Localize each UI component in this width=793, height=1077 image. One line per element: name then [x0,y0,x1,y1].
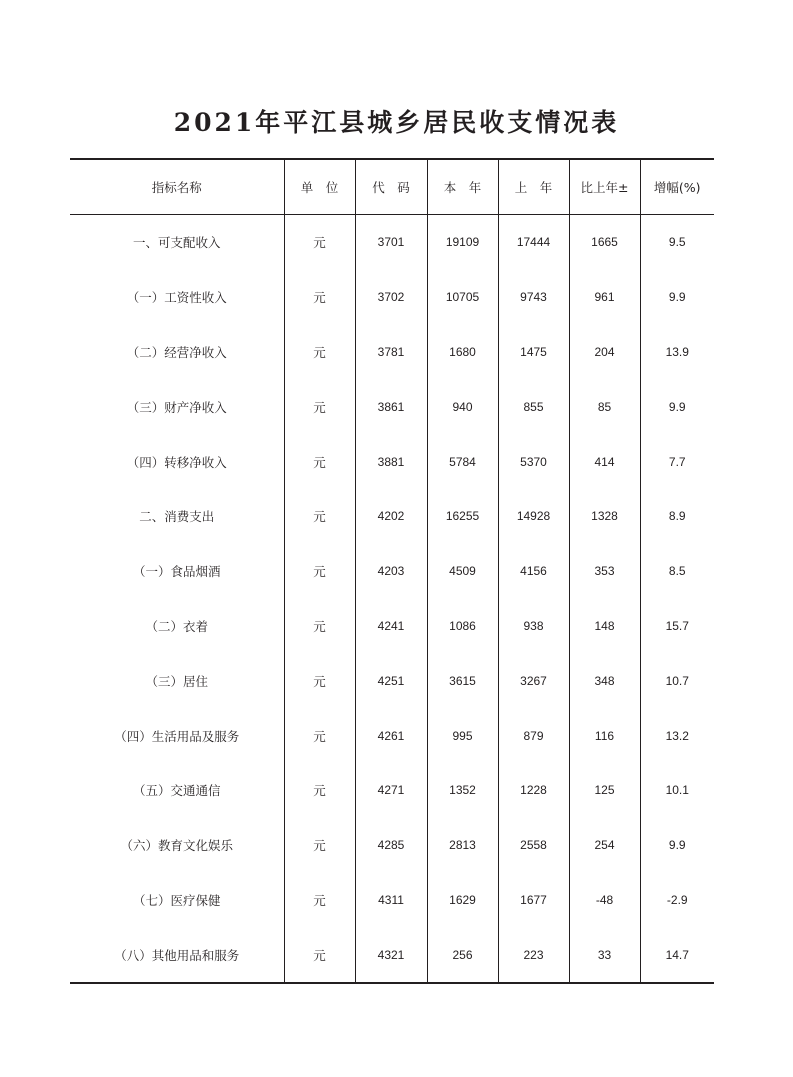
cell-code: 4271 [355,763,427,818]
income-expenditure-table [70,158,714,984]
cell-previous-year: 17444 [498,215,569,270]
cell-growth: 13.2 [640,708,714,763]
cell-current-year: 16255 [427,489,498,544]
cell-name: （二）衣着 [145,618,208,634]
cell-code: 4203 [355,544,427,599]
cell-name: （五）交通通信 [132,783,221,799]
cell-previous-year: 2558 [498,818,569,873]
cell-code: 3702 [355,270,427,325]
cell-change: 148 [569,599,640,654]
header-change: 比上年± [569,159,640,215]
header-previous-year: 上 年 [498,159,569,215]
cell-name: （八）其他用品和服务 [114,947,240,963]
table-row [70,215,714,270]
cell-growth: 10.1 [640,763,714,818]
cell-unit: 元 [284,489,355,544]
cell-change: -48 [569,873,640,928]
table-row [70,818,714,873]
table-row [70,270,714,325]
cell-unit: 元 [284,379,355,434]
cell-name: （三）财产净收入 [126,399,227,415]
cell-unit: 元 [284,763,355,818]
cell-code: 3781 [355,325,427,380]
cell-current-year: 10705 [427,270,498,325]
cell-change: 1328 [569,489,640,544]
cell-previous-year: 1677 [498,873,569,928]
cell-change: 1665 [569,215,640,270]
cell-change: 204 [569,325,640,380]
cell-unit: 元 [284,215,355,270]
cell-code: 4241 [355,599,427,654]
table-row [70,763,714,818]
cell-previous-year: 3267 [498,653,569,708]
cell-growth: 8.5 [640,544,714,599]
cell-current-year: 2813 [427,818,498,873]
cell-previous-year: 223 [498,927,569,983]
cell-previous-year: 879 [498,708,569,763]
table-row [70,599,714,654]
cell-change: 33 [569,927,640,983]
table-row [70,489,714,544]
cell-current-year: 1086 [427,599,498,654]
header-unit: 单 位 [284,159,355,215]
cell-code: 4285 [355,818,427,873]
cell-growth: 9.9 [640,270,714,325]
cell-change: 116 [569,708,640,763]
header-current-year: 本 年 [427,159,498,215]
cell-unit: 元 [284,544,355,599]
cell-growth: 15.7 [640,599,714,654]
cell-current-year: 1680 [427,325,498,380]
cell-code: 3861 [355,379,427,434]
cell-unit: 元 [284,927,355,983]
cell-previous-year: 9743 [498,270,569,325]
cell-previous-year: 14928 [498,489,569,544]
header-code: 代 码 [355,159,427,215]
cell-code: 4261 [355,708,427,763]
cell-name: （四）生活用品及服务 [114,728,240,744]
cell-growth: 9.9 [640,379,714,434]
cell-name: （四）转移净收入 [126,454,227,470]
cell-previous-year: 1475 [498,325,569,380]
table-row [70,544,714,599]
cell-code: 4202 [355,489,427,544]
cell-name: （二）经营净收入 [126,344,227,360]
cell-name: （一）工资性收入 [126,290,227,306]
cell-change: 85 [569,379,640,434]
cell-current-year: 1629 [427,873,498,928]
cell-current-year: 256 [427,927,498,983]
cell-current-year: 19109 [427,215,498,270]
cell-previous-year: 1228 [498,763,569,818]
cell-change: 125 [569,763,640,818]
cell-unit: 元 [284,818,355,873]
cell-current-year: 940 [427,379,498,434]
cell-previous-year: 938 [498,599,569,654]
cell-unit: 元 [284,599,355,654]
cell-name: （一）食品烟酒 [132,564,221,580]
table-row [70,653,714,708]
cell-name: （六）教育文化娱乐 [120,838,233,854]
cell-growth: -2.9 [640,873,714,928]
cell-previous-year: 5370 [498,434,569,489]
cell-code: 4321 [355,927,427,983]
cell-current-year: 4509 [427,544,498,599]
cell-growth: 14.7 [640,927,714,983]
table-row [70,927,714,983]
cell-current-year: 3615 [427,653,498,708]
cell-change: 414 [569,434,640,489]
cell-code: 3881 [355,434,427,489]
cell-name: （七）医疗保健 [132,892,221,908]
cell-code: 4251 [355,653,427,708]
table-row [70,379,714,434]
cell-unit: 元 [284,708,355,763]
cell-unit: 元 [284,653,355,708]
cell-change: 961 [569,270,640,325]
table-header-row [70,159,714,215]
cell-unit: 元 [284,270,355,325]
cell-change: 348 [569,653,640,708]
cell-unit: 元 [284,873,355,928]
cell-change: 353 [569,544,640,599]
cell-growth: 7.7 [640,434,714,489]
cell-name: 二、消费支出 [139,509,215,525]
cell-growth: 8.9 [640,489,714,544]
cell-code: 3701 [355,215,427,270]
cell-unit: 元 [284,325,355,380]
cell-code: 4311 [355,873,427,928]
cell-current-year: 995 [427,708,498,763]
cell-name: 一、可支配收入 [132,235,221,251]
cell-previous-year: 4156 [498,544,569,599]
cell-growth: 9.5 [640,215,714,270]
cell-current-year: 1352 [427,763,498,818]
header-indicator-name: 指标名称 [70,159,284,215]
cell-name: （三）居住 [145,673,208,689]
table-row [70,708,714,763]
cell-unit: 元 [284,434,355,489]
cell-growth: 9.9 [640,818,714,873]
header-growth: 增幅(%) [640,159,714,215]
table-row [70,325,714,380]
table-row [70,434,714,489]
cell-growth: 10.7 [640,653,714,708]
table-row [70,873,714,928]
cell-growth: 13.9 [640,325,714,380]
cell-current-year: 5784 [427,434,498,489]
page-title: 2021年平江县城乡居民收支情况表 [173,107,620,137]
cell-previous-year: 855 [498,379,569,434]
cell-change: 254 [569,818,640,873]
